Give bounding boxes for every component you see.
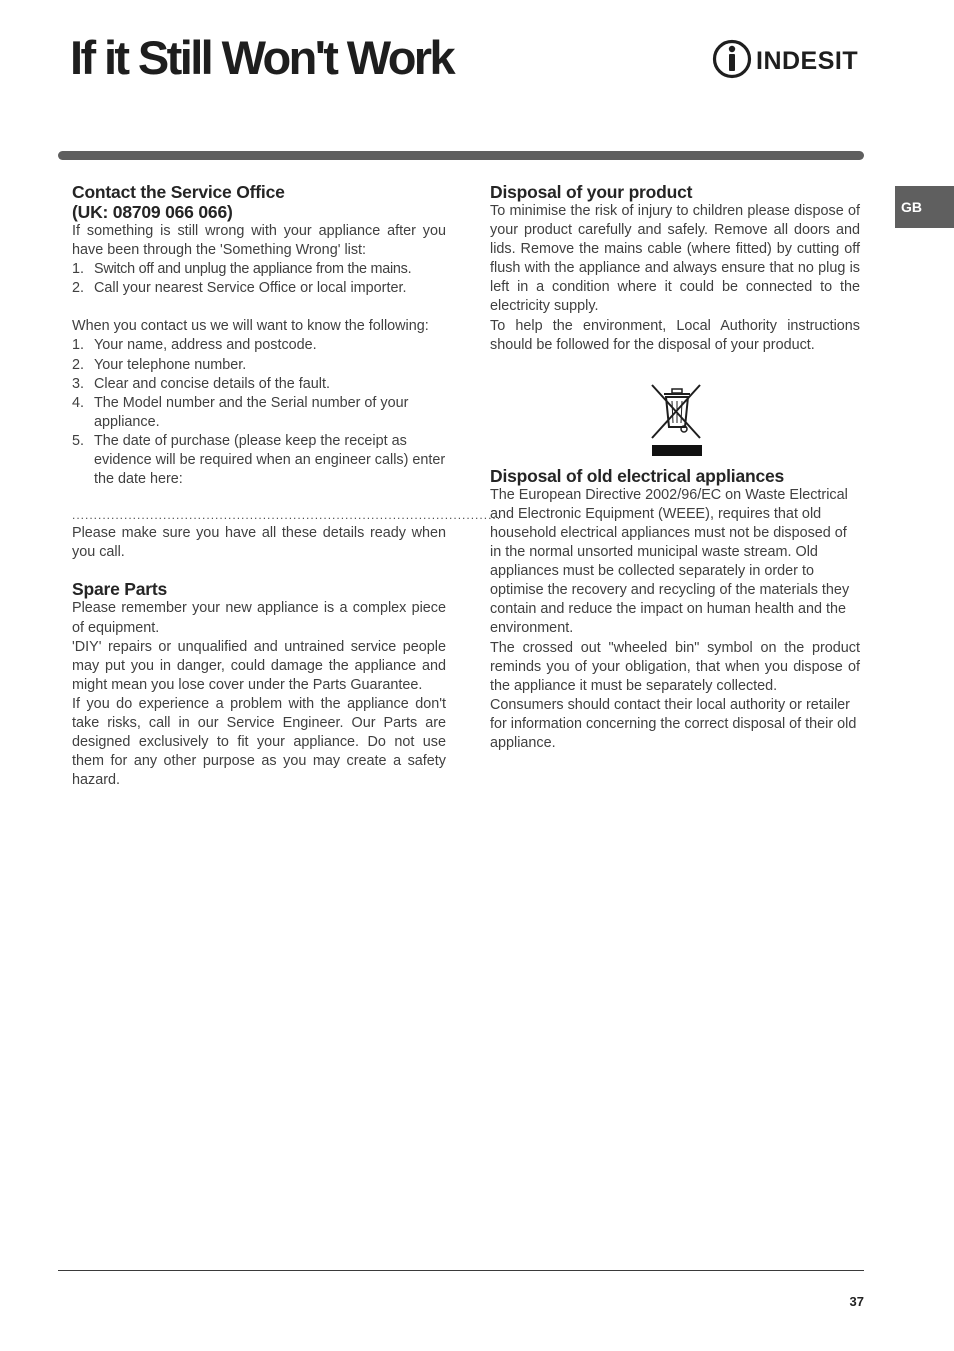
contact-heading xyxy=(72,182,446,222)
disposal-weee-heading: Disposal of old electrical appliances xyxy=(490,465,785,486)
spare-parts-heading: Spare Parts xyxy=(72,579,168,600)
spare-parts-para1: Please remember your new appliance is a complex piece of equipment. xyxy=(72,600,446,636)
disposal-product-para1: To minimise the risk of injury to children please dispose of your product carefully and safely. Remove all doors and lids. Remove the mains cable (where fitted) by cutting off flush with the appliance and always ensure that no plug is left in a condition where it could be connected to the electricity supply. xyxy=(490,203,860,315)
disposal-weee-para2: The crossed out "wheeled bin" symbol on the product reminds you of your obligation, that when you dispose of the appliance it must be separately collected. xyxy=(490,639,860,694)
contact-details-list xyxy=(72,336,446,489)
list-item: 2. Call your nearest Service Office or local importer. xyxy=(72,280,407,297)
brand-wordmark: INDESIT xyxy=(756,47,859,75)
list-item: 2. Your telephone number. xyxy=(72,356,247,373)
list-item: 4. The Model number and the Serial number of your appliance. xyxy=(72,394,409,430)
list-item: 5. The date of purchase (please keep the receipt as evidence will be required when an engineer calls) enter the date here: xyxy=(72,432,446,488)
list-item: 1. Switch off and unplug the appliance from the mains. xyxy=(72,261,412,278)
spare-parts-section xyxy=(72,579,446,790)
language-tab: GB xyxy=(895,186,954,228)
crossed-out-wheeled-bin-icon xyxy=(650,383,704,456)
disposal-weee-para1: The European Directive 2002/96/EC on Waste Electrical and Electronic Equipment (WEEE), requires that old household electrical appliances must not be disposed of in the normal unsorted municipal waste stream. Old appliances must be collected separately in order to optimise the recovery and recycling of the materials they contain and reduce the impact on human health and the environment. xyxy=(490,486,850,637)
right-column xyxy=(490,182,860,753)
indesit-logo xyxy=(712,38,864,80)
header-rule xyxy=(58,151,864,160)
page-number: 37 xyxy=(849,1294,864,1309)
contact-section xyxy=(72,182,502,562)
contact-intro: If something is still wrong with your appliance after you have been through the 'Something Wrong' list: xyxy=(72,223,446,259)
disposal-weee-section xyxy=(490,466,860,753)
page-title: If it Still Won't Work xyxy=(70,31,454,84)
footer-rule xyxy=(58,1270,864,1271)
disposal-product-heading: Disposal of your product xyxy=(490,182,693,202)
disposal-product-section xyxy=(490,182,860,355)
contact-know-intro: When you contact us we will want to know the following: xyxy=(72,318,429,335)
disposal-weee-para3: Consumers should contact their local authority or retailer for information concerning the correct disposal of their old appliance. xyxy=(490,696,857,751)
disposal-product-para2: To help the environment, Local Authority instructions should be followed for the disposal of your product. xyxy=(490,317,860,353)
contact-heading-line1: Contact the Service Office xyxy=(72,182,285,202)
ready-note: Please make sure you have all these details ready when you call. xyxy=(72,525,446,561)
spare-parts-para3: If you do experience a problem with the appliance don't take risks, call in our Service Engineer. Our Parts are designed exclusively to fit your appliance. Do not use them for any other purpose as you may create a safety hazard. xyxy=(72,695,446,789)
list-item: 3. Clear and concise details of the fault. xyxy=(72,375,330,392)
date-entry-line: ................................................................................................... xyxy=(72,508,502,523)
list-item: 1. Your name, address and postcode. xyxy=(72,337,317,354)
spare-parts-para2: 'DIY' repairs or unqualified and untrained service people may put you in danger, could damage the appliance and might mean you lose cover under the Parts Guarantee. xyxy=(72,638,446,693)
contact-steps-list xyxy=(72,260,446,298)
contact-heading-line2: (UK: 08709 066 066) xyxy=(72,202,233,222)
left-column xyxy=(72,182,502,790)
